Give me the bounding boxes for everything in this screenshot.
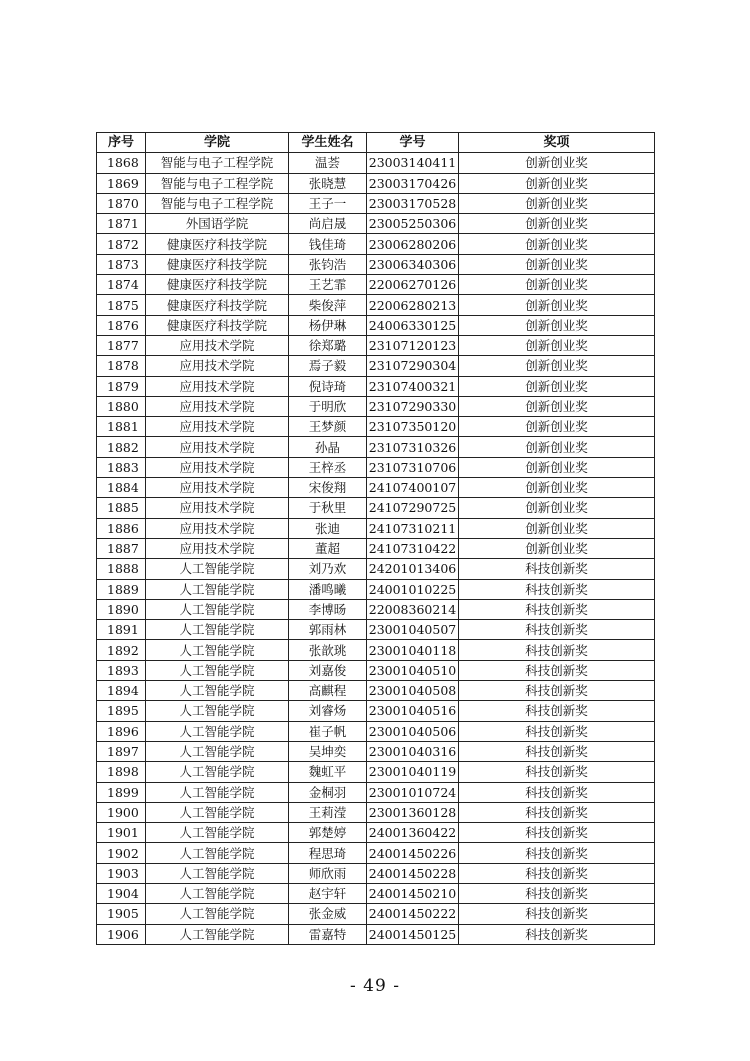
header-award: 奖项 <box>459 133 655 153</box>
row-award: 创新创业奖 <box>459 457 655 477</box>
row-college: 应用技术学院 <box>146 396 289 416</box>
row-award: 创新创业奖 <box>459 335 655 355</box>
row-college: 人工智能学院 <box>146 904 289 924</box>
row-college: 健康医疗科技学院 <box>146 295 289 315</box>
row-student-name: 钱佳琦 <box>289 234 367 254</box>
row-student-id: 23107120123 <box>367 335 459 355</box>
row-index: 1881 <box>97 417 146 437</box>
row-student-name: 赵宇轩 <box>289 883 367 903</box>
table-row <box>97 254 655 274</box>
row-student-id: 23001040510 <box>367 660 459 680</box>
table-row <box>97 782 655 802</box>
row-student-id: 23107290304 <box>367 356 459 376</box>
row-college: 人工智能学院 <box>146 559 289 579</box>
row-index: 1889 <box>97 579 146 599</box>
table-row <box>97 153 655 173</box>
row-student-name: 魏虹平 <box>289 762 367 782</box>
row-award: 科技创新奖 <box>459 823 655 843</box>
table-row <box>97 335 655 355</box>
row-student-id: 23107350120 <box>367 417 459 437</box>
header-student-id: 学号 <box>367 133 459 153</box>
row-index: 1874 <box>97 275 146 295</box>
row-college: 应用技术学院 <box>146 437 289 457</box>
row-award: 创新创业奖 <box>459 315 655 335</box>
row-index: 1880 <box>97 396 146 416</box>
row-student-name: 刘乃欢 <box>289 559 367 579</box>
row-student-name: 高麒程 <box>289 681 367 701</box>
row-index: 1890 <box>97 599 146 619</box>
row-student-id: 22006280213 <box>367 295 459 315</box>
row-student-id: 23003170426 <box>367 173 459 193</box>
row-index: 1872 <box>97 234 146 254</box>
row-college: 人工智能学院 <box>146 741 289 761</box>
table-row <box>97 173 655 193</box>
row-student-id: 24107290725 <box>367 498 459 518</box>
row-student-id: 23001040316 <box>367 741 459 761</box>
row-student-id: 23001040508 <box>367 681 459 701</box>
row-college: 人工智能学院 <box>146 924 289 944</box>
row-college: 智能与电子工程学院 <box>146 173 289 193</box>
row-award: 创新创业奖 <box>459 214 655 234</box>
table-row <box>97 234 655 254</box>
row-student-name: 张歆珧 <box>289 640 367 660</box>
row-index: 1901 <box>97 823 146 843</box>
row-award: 科技创新奖 <box>459 660 655 680</box>
row-award: 创新创业奖 <box>459 396 655 416</box>
row-index: 1883 <box>97 457 146 477</box>
row-student-name: 焉子毅 <box>289 356 367 376</box>
row-award: 科技创新奖 <box>459 843 655 863</box>
row-student-id: 24107400107 <box>367 478 459 498</box>
row-student-name: 柴俊萍 <box>289 295 367 315</box>
row-student-id: 23001040506 <box>367 721 459 741</box>
row-index: 1902 <box>97 843 146 863</box>
row-college: 应用技术学院 <box>146 356 289 376</box>
row-student-name: 金桐羽 <box>289 782 367 802</box>
row-student-id: 23107290330 <box>367 396 459 416</box>
row-index: 1877 <box>97 335 146 355</box>
row-student-name: 刘嘉俊 <box>289 660 367 680</box>
row-student-name: 孙晶 <box>289 437 367 457</box>
row-student-name: 崔子帆 <box>289 721 367 741</box>
row-student-name: 刘睿炀 <box>289 701 367 721</box>
row-award: 科技创新奖 <box>459 620 655 640</box>
table-row <box>97 437 655 457</box>
row-college: 健康医疗科技学院 <box>146 234 289 254</box>
row-college: 人工智能学院 <box>146 579 289 599</box>
row-award: 科技创新奖 <box>459 904 655 924</box>
row-index: 1871 <box>97 214 146 234</box>
header-index: 序号 <box>97 133 146 153</box>
row-index: 1894 <box>97 681 146 701</box>
table-row <box>97 417 655 437</box>
row-college: 人工智能学院 <box>146 863 289 883</box>
row-index: 1906 <box>97 924 146 944</box>
row-college: 人工智能学院 <box>146 640 289 660</box>
table-row <box>97 376 655 396</box>
row-award: 创新创业奖 <box>459 538 655 558</box>
row-index: 1888 <box>97 559 146 579</box>
row-student-id: 24001360422 <box>367 823 459 843</box>
row-award: 科技创新奖 <box>459 681 655 701</box>
row-index: 1896 <box>97 721 146 741</box>
row-college: 外国语学院 <box>146 214 289 234</box>
row-index: 1884 <box>97 478 146 498</box>
header-college: 学院 <box>146 133 289 153</box>
row-student-id: 23001040516 <box>367 701 459 721</box>
row-college: 应用技术学院 <box>146 478 289 498</box>
row-student-id: 24107310211 <box>367 518 459 538</box>
row-student-name: 杨伊琳 <box>289 315 367 335</box>
row-index: 1878 <box>97 356 146 376</box>
row-award: 创新创业奖 <box>459 417 655 437</box>
row-award: 创新创业奖 <box>459 498 655 518</box>
table-row <box>97 924 655 944</box>
row-award: 创新创业奖 <box>459 153 655 173</box>
table-row <box>97 518 655 538</box>
row-college: 人工智能学院 <box>146 802 289 822</box>
row-award: 创新创业奖 <box>459 437 655 457</box>
table-row <box>97 214 655 234</box>
row-student-name: 张钧浩 <box>289 254 367 274</box>
table-row <box>97 681 655 701</box>
row-student-name: 郭雨林 <box>289 620 367 640</box>
row-college: 健康医疗科技学院 <box>146 275 289 295</box>
row-college: 人工智能学院 <box>146 620 289 640</box>
row-award: 创新创业奖 <box>459 356 655 376</box>
row-index: 1882 <box>97 437 146 457</box>
table-row <box>97 396 655 416</box>
row-award: 科技创新奖 <box>459 883 655 903</box>
row-award: 科技创新奖 <box>459 579 655 599</box>
row-student-id: 24001450125 <box>367 924 459 944</box>
row-college: 人工智能学院 <box>146 843 289 863</box>
row-index: 1892 <box>97 640 146 660</box>
row-award: 科技创新奖 <box>459 782 655 802</box>
row-index: 1887 <box>97 538 146 558</box>
row-award: 科技创新奖 <box>459 721 655 741</box>
row-college: 人工智能学院 <box>146 823 289 843</box>
row-index: 1875 <box>97 295 146 315</box>
row-index: 1903 <box>97 863 146 883</box>
row-student-id: 24001450226 <box>367 843 459 863</box>
row-index: 1879 <box>97 376 146 396</box>
table-row <box>97 275 655 295</box>
table-row <box>97 478 655 498</box>
row-student-name: 王梓丞 <box>289 457 367 477</box>
row-award: 科技创新奖 <box>459 802 655 822</box>
table-row <box>97 315 655 335</box>
row-index: 1868 <box>97 153 146 173</box>
row-student-id: 23001040507 <box>367 620 459 640</box>
row-college: 智能与电子工程学院 <box>146 193 289 213</box>
row-college: 应用技术学院 <box>146 376 289 396</box>
row-award: 科技创新奖 <box>459 640 655 660</box>
row-college: 应用技术学院 <box>146 498 289 518</box>
table-row <box>97 823 655 843</box>
table-row <box>97 193 655 213</box>
row-student-name: 王子一 <box>289 193 367 213</box>
row-college: 人工智能学院 <box>146 660 289 680</box>
table-row <box>97 356 655 376</box>
table-row <box>97 559 655 579</box>
row-student-name: 李博旸 <box>289 599 367 619</box>
row-student-name: 吴坤奕 <box>289 741 367 761</box>
row-college: 人工智能学院 <box>146 883 289 903</box>
row-award: 创新创业奖 <box>459 275 655 295</box>
row-student-name: 师欣雨 <box>289 863 367 883</box>
row-student-id: 23107310706 <box>367 457 459 477</box>
table-row <box>97 579 655 599</box>
row-award: 创新创业奖 <box>459 173 655 193</box>
row-student-id: 24001010225 <box>367 579 459 599</box>
table-row <box>97 538 655 558</box>
row-student-name: 张迪 <box>289 518 367 538</box>
row-award: 创新创业奖 <box>459 254 655 274</box>
row-index: 1876 <box>97 315 146 335</box>
row-award: 创新创业奖 <box>459 193 655 213</box>
table-row <box>97 599 655 619</box>
row-college: 应用技术学院 <box>146 457 289 477</box>
row-student-id: 24001450222 <box>367 904 459 924</box>
table-row <box>97 762 655 782</box>
table-row <box>97 620 655 640</box>
table-row <box>97 863 655 883</box>
row-student-name: 宋俊翔 <box>289 478 367 498</box>
row-student-id: 24006330125 <box>367 315 459 335</box>
row-college: 健康医疗科技学院 <box>146 254 289 274</box>
table-header-row <box>97 133 655 153</box>
row-student-id: 23001010724 <box>367 782 459 802</box>
row-college: 人工智能学院 <box>146 701 289 721</box>
row-index: 1886 <box>97 518 146 538</box>
row-college: 人工智能学院 <box>146 681 289 701</box>
row-student-id: 23107310326 <box>367 437 459 457</box>
row-student-id: 24001450210 <box>367 883 459 903</box>
row-college: 健康医疗科技学院 <box>146 315 289 335</box>
row-student-name: 王梦颜 <box>289 417 367 437</box>
row-index: 1898 <box>97 762 146 782</box>
row-student-name: 程思琦 <box>289 843 367 863</box>
row-index: 1870 <box>97 193 146 213</box>
row-student-id: 23107400321 <box>367 376 459 396</box>
table-row <box>97 457 655 477</box>
row-student-id: 23001040118 <box>367 640 459 660</box>
table-row <box>97 883 655 903</box>
row-index: 1900 <box>97 802 146 822</box>
row-college: 人工智能学院 <box>146 762 289 782</box>
row-award: 科技创新奖 <box>459 863 655 883</box>
row-student-name: 于明欣 <box>289 396 367 416</box>
row-award: 科技创新奖 <box>459 559 655 579</box>
row-award: 创新创业奖 <box>459 295 655 315</box>
row-student-id: 24201013406 <box>367 559 459 579</box>
header-student-name: 学生姓名 <box>289 133 367 153</box>
row-student-id: 24001450228 <box>367 863 459 883</box>
row-student-name: 张金威 <box>289 904 367 924</box>
row-award: 创新创业奖 <box>459 234 655 254</box>
page-number: - 49 - <box>350 976 400 996</box>
row-index: 1905 <box>97 904 146 924</box>
row-student-id: 23006340306 <box>367 254 459 274</box>
row-student-name: 雷嘉特 <box>289 924 367 944</box>
row-college: 应用技术学院 <box>146 335 289 355</box>
row-student-name: 温荟 <box>289 153 367 173</box>
row-student-name: 董超 <box>289 538 367 558</box>
row-college: 应用技术学院 <box>146 518 289 538</box>
table-row <box>97 498 655 518</box>
row-college: 智能与电子工程学院 <box>146 153 289 173</box>
row-award: 科技创新奖 <box>459 599 655 619</box>
row-index: 1885 <box>97 498 146 518</box>
row-student-id: 23003170528 <box>367 193 459 213</box>
row-index: 1891 <box>97 620 146 640</box>
table-row <box>97 904 655 924</box>
table-row <box>97 843 655 863</box>
table-row <box>97 640 655 660</box>
row-college: 人工智能学院 <box>146 782 289 802</box>
row-student-id: 22008360214 <box>367 599 459 619</box>
table-row <box>97 701 655 721</box>
row-index: 1895 <box>97 701 146 721</box>
row-index: 1869 <box>97 173 146 193</box>
row-student-name: 王莉滢 <box>289 802 367 822</box>
row-college: 人工智能学院 <box>146 721 289 741</box>
row-college: 人工智能学院 <box>146 599 289 619</box>
row-college: 应用技术学院 <box>146 538 289 558</box>
row-college: 应用技术学院 <box>146 417 289 437</box>
row-index: 1873 <box>97 254 146 274</box>
row-student-id: 23005250306 <box>367 214 459 234</box>
row-student-id: 23001360128 <box>367 802 459 822</box>
row-index: 1897 <box>97 741 146 761</box>
row-award: 创新创业奖 <box>459 518 655 538</box>
row-award: 科技创新奖 <box>459 924 655 944</box>
row-award: 创新创业奖 <box>459 376 655 396</box>
row-student-id: 23003140411 <box>367 153 459 173</box>
table-row <box>97 741 655 761</box>
row-award: 创新创业奖 <box>459 478 655 498</box>
table-row <box>97 295 655 315</box>
award-table <box>96 132 655 945</box>
row-student-name: 张晓慧 <box>289 173 367 193</box>
row-student-name: 潘鸣曦 <box>289 579 367 599</box>
row-student-id: 22006270126 <box>367 275 459 295</box>
table-body <box>97 153 655 945</box>
row-student-name: 倪诗琦 <box>289 376 367 396</box>
row-student-id: 23001040119 <box>367 762 459 782</box>
row-student-name: 王艺霏 <box>289 275 367 295</box>
row-student-name: 徐郑璐 <box>289 335 367 355</box>
row-award: 科技创新奖 <box>459 741 655 761</box>
row-student-name: 郭楚婷 <box>289 823 367 843</box>
table-row <box>97 660 655 680</box>
table-row <box>97 802 655 822</box>
row-student-id: 23006280206 <box>367 234 459 254</box>
row-student-id: 24107310422 <box>367 538 459 558</box>
row-student-name: 尚启晟 <box>289 214 367 234</box>
table-row <box>97 721 655 741</box>
row-student-name: 于秋里 <box>289 498 367 518</box>
row-award: 科技创新奖 <box>459 701 655 721</box>
row-index: 1904 <box>97 883 146 903</box>
row-index: 1893 <box>97 660 146 680</box>
row-award: 科技创新奖 <box>459 762 655 782</box>
row-index: 1899 <box>97 782 146 802</box>
